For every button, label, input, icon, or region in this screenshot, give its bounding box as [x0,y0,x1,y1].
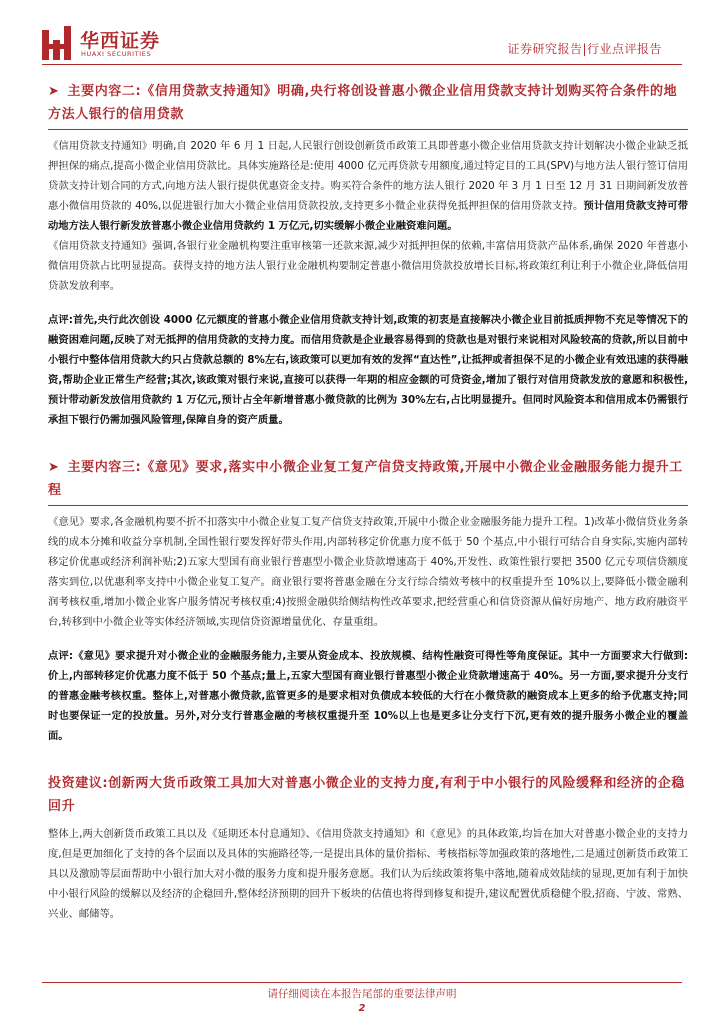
section-content-three [48,456,688,746]
section-content-two [48,80,688,430]
legal-disclaimer-notice: 请仔细阅读在本报告尾部的重要法律声明 [267,988,457,1000]
commentary-paragraph: 点评:《意见》要求提升对小微企业的金融服务能力,主要从资金成本、投放规模、结构性融资可得性等角度保证。其中一方面要求大行做到:价上,内部转移定价优惠力度不低于 50 个基点;量上,五家大型国有商业银行普惠型小微企业贷款增速高于 40%。另一方面,要求提升分支行的普惠金融考核权重。整体上,对普惠小微贷款,监管更多的是要求相对负债成本较低的大行在小微贷款的融资成本上更多的给予优惠支持;同时也要保证一定的投放量。另外,对分支行普惠金融的考核权重提升至 10%以上也是更多让分支行下沉,更有效的提升服务小微企业的覆盖面。 [48,650,688,742]
body-paragraph: 整体上,两大创新货币政策工具以及《延期还本付息通知》、《信用贷款支持通知》和《意见》的具体政策,均旨在加大对普惠小微企业的支持力度,但是更加细化了支持的各个层面以及具体的实施路径等,一是提出具体的量价指标、考核指标等加强政策的落地性,二是通过创新货币政策工具以及激励等层面帮助中小银行加大对小微的服务力度和提升服务意愿。我们认为后续政策将集中落地,随着成效陆续的显现,更加有利于加快中小银行风险的缓解以及经济的企稳回升,整体经济预期的回升下板块的估值也将得到修复和提升,建议配置优质稳健个股,招商、宁波、常熟、兴业、邮储等。 [48,828,688,920]
heading-underline [48,129,688,130]
section-heading: 投资建议:创新两大货币政策工具加大对普惠小微企业的支持力度,有利于中小银行的风险缓释和经济的企稳回升 [48,776,685,814]
report-type: 证券研究报告|行业点评报告 [507,42,662,56]
heading-underline [48,505,688,506]
commentary-paragraph: 点评:首先,央行此次创设 4000 亿元额度的普惠小微企业信用贷款支持计划,政策的初衷是直接解决小微企业目前抵质押物不充足等情况下的融资困难问题,反映了对无抵押的信用贷款的支持力度。而信用贷款是企业最容易得到的贷款也是对银行来说相对风险较高的贷款,所以目前中小银行中整体信用贷款大约只占贷款总额的 8%左右,该政策可以更加有效的发挥“直达性”,让抵押或者担保不足的小微企业有效迅速的获得融资,帮助企业正常生产经营;其次,该政策对银行来说,直接可以获得一年期的相应金额的可贷资金,增加了银行对信用贷款发放的意愿和积极性,预计带动新发放信用贷款约 1 万亿元,预计占全年新增普惠小微贷款的比例为 30%左右,占比明显提升。但同时风险资本和信用成本仍需银行承担下银行仍需加强风险管理,保障自身的资产质量。 [48,314,688,426]
report-body [48,80,688,924]
body-paragraph: 《信用贷款支持通知》强调,各银行业金融机构要注重审核第一还款来源,减少对抵押担保的依赖,丰富信用贷款产品体系,确保 2020 年普惠小微信用贷款占比明显提高。获得支持的地方法人银行业金融机构要制定普惠小微信用贷款投放增长目标,将政策红利让利于小微企业,降低信用贷款发放利率。 [48,240,688,292]
header-divider [42,64,682,65]
section-heading: ➤ 主要内容二:《信用贷款支持通知》明确,央行将创设普惠小微企业信用贷款支持计划购买符合条件的地方法人银行的信用贷款 [48,84,678,122]
section-investment-advice [48,772,688,924]
huaxi-logo-icon [40,26,74,62]
body-paragraph: 《意见》要求,各金融机构要不折不扣落实中小微企业复工复产信贷支持政策,开展中小微企业金融服务能力提升工程。1)改革小微信贷业务条线的成本分摊和收益分享机制,全国性银行要发挥好带头作用,内部转移定价优惠力度不低于 50 个基点,中小银行可结合自身实际,实施内部转移定价优惠或经济利润补贴;2)五家大型国有商业银行普惠型小微企业贷款增速高于 40%,开发性、政策性银行要把 3500 亿元专项信贷额度落实到位,以优惠利率支持中小微企业复工复产。商业银行要将普惠金融在分支行综合绩效考核中的权重提升至 10%以上,要降低小微金融利润考核权重,增加小微企业客户服务情况考核权重;4)按照金融供给侧结构性改革要求,把经营重心和信贷资源从偏好房地产、地方政府融资平台,转移到中小微企业等实体经济领域,实现信贷资源增量优化、存量重组。 [48,516,688,628]
footer-divider [42,982,682,983]
brand-name: 华西证券 [80,30,161,52]
arrow-bullet-icon: ➤ [48,84,60,99]
page-number: 2 [358,1003,366,1014]
arrow-bullet-icon: ➤ [48,460,60,475]
brand-name-en: HUAXI SECURITIES [81,50,152,58]
page-header [0,0,724,70]
body-paragraph: 《信用贷款支持通知》明确,自 2020 年 6 月 1 日起,人民银行创设创新货币政策工具即普惠小微企业信用贷款支持计划解决小微企业缺乏抵押担保的痛点,提高小微企业信用贷款比。具体实施路径是:使用 4000 亿元再贷款专用额度,通过特定目的工具(SPV)与地方法人银行签订信用贷款支持计划合同的方式,向地方法人银行提供优惠资金支持。购买符合条件的地方法人银行 2020 年 3 月 1 日至 12 月 31 日期间新发放普惠小微信用贷款的 40%,以促进银行加大小微企业信用贷款投放,支持更多小微企业获得免抵押担保的信用贷款支持。预计信用贷款支持可带动地方法人银行新发放普惠小微企业信用贷款约 1 万亿元,切实缓解小微企业融资难问题。 [48,140,688,232]
section-heading: ➤ 主要内容三:《意见》要求,落实中小微企业复工复产信贷支持政策,开展中小微企业金融服务能力提升工程 [48,460,683,498]
